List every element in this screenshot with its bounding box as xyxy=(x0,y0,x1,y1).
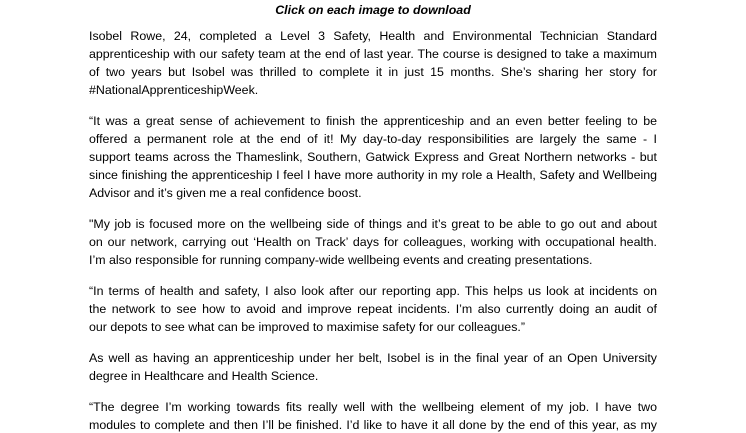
paragraph-2-line-2: offered a permanent role at the end of it! My day-to-day responsibilities are largely the same - I xyxy=(89,132,657,146)
paragraph-6-line-2: modules to complete and then I’ll be finished. I’d like to have it all done by the end of this year, as my xyxy=(89,418,657,432)
paragraph-2-line-1: “It was a great sense of achievement to finish the apprenticeship and an even better feeling to be xyxy=(89,114,657,128)
paragraph-1-line-2: apprenticeship with our safety team at the end of last year. The course is designed to take a maximum xyxy=(89,47,657,61)
paragraph-1-line-4: #NationalApprenticeshipWeek. xyxy=(89,83,259,97)
paragraph-3-line-2: on our network, carrying out ‘Health on Track’ days for colleagues, working with occupational health. xyxy=(89,235,657,249)
paragraph-1-line-3: of two years but Isobel was thrilled to complete it in just 15 months. She’s sharing her story for xyxy=(89,65,657,79)
paragraph-2-line-3: support teams across the Thameslink, Southern, Gatwick Express and Great Northern networks - but xyxy=(89,150,657,164)
paragraph-2-line-5: Advisor and it’s given me a real confidence boost. xyxy=(89,186,362,200)
paragraph-5-line-1: As well as having an apprenticeship under her belt, Isobel is in the final year of an Open University xyxy=(89,351,657,365)
paragraph-5-line-2: degree in Healthcare and Health Science. xyxy=(89,369,319,383)
paragraph-4-line-3: our depots to see what can be improved to maximise safety for our colleagues.” xyxy=(89,320,525,334)
paragraph-1-line-1: Isobel Rowe, 24, completed a Level 3 Safety, Health and Environmental Technician Standard xyxy=(89,29,657,43)
paragraph-6-line-1: “The degree I’m working towards fits really well with the wellbeing element of my job. I have two xyxy=(89,400,657,414)
paragraph-4-line-1: “In terms of health and safety, I also look after our reporting app. This helps us look at incidents on xyxy=(89,284,657,298)
paragraph-2-line-4: since finishing the apprenticeship I feel I have more authority in my role a Health, Safety and Wellbeing xyxy=(89,168,657,182)
download-caption: Click on each image to download xyxy=(275,3,471,17)
paragraph-3-line-1: "My job is focused more on the wellbeing side of things and it’s great to be able to go out and about xyxy=(89,217,657,231)
paragraph-3-line-3: I’m also responsible for running company-wide wellbeing events and creating presentations. xyxy=(89,253,593,267)
paragraph-4-line-2: the network to see how to avoid and improve repeat incidents. I’m also currently doing an audit of xyxy=(89,302,657,316)
